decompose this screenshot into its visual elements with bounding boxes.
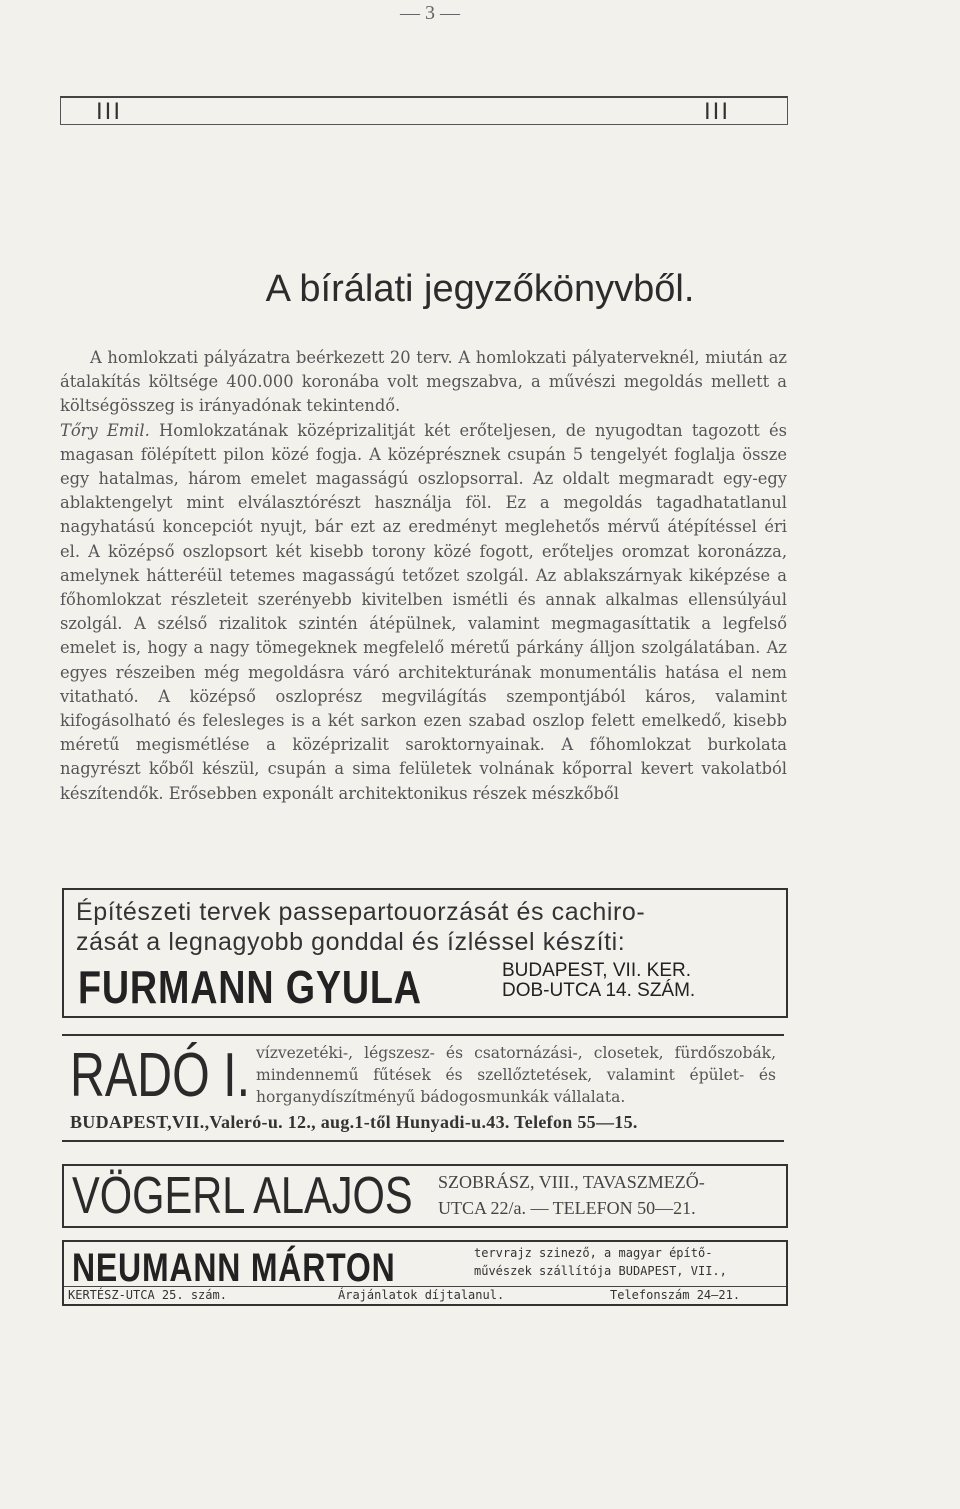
ad-neumann-footer: [64, 1286, 786, 1302]
ad-neumann-name: NEUMANN MÁRTON: [72, 1246, 396, 1290]
article-body: [60, 346, 787, 806]
ornament-right: III: [704, 98, 731, 125]
header-ornament-frame: [60, 96, 788, 125]
page-number: — 3 —: [400, 2, 460, 24]
ad-vogerl-line1: SZOBRÁSZ, VIII., TAVASZMEZŐ-: [438, 1172, 705, 1192]
ad-neumann-address: KERTÉSZ-UTCA 25. szám.: [68, 1288, 227, 1302]
ad-furmann-address-street: DOB-UTCA 14. SZÁM.: [502, 980, 696, 1001]
ad-furmann-address-city: BUDAPEST, VII. KER.: [502, 960, 691, 981]
ad-rado-name: RADÓ I.: [70, 1041, 251, 1110]
ad-furmann-name: FURMANN GYULA: [78, 961, 422, 1013]
ad-neumann-phone: Telefonszám 24—21.: [610, 1288, 741, 1302]
ad-neumann-line2: művészek szállítója BUDAPEST, VII.,: [474, 1264, 727, 1278]
critique-paragraph: Homlokzatának középrizalitját két erőteljesen, de nyugodtan tagozott és magasan fölépített pilon közé fogja. A középrésznek csupán 5 tengelyét foglalja össze egy hatalmas, három emelet magasságú oszlopsorral. Az oldalt megmaradt egy-egy ablaktengelyt mint elválasztórészt használja föl. Ez a megoldás tagadhatatlanul nagyhatású koncepciót nyujt, bár ezt az eredményt meglehetős mérvű átépítéssel éri el. A középső oszlopsort két kisebb torony közé fogott, erőteljes oromzat koronázza, amelynek hátteréül tetemes magasságú tetőzet szolgál. Az ablakszárnyak kiképzése a főhomlokzat részleteit szerényebb kivitelben ismétli és annak alkalmas ellensúlyául szolgál. A szélső rizalitok szintén átépülnek, valamint megmagasíttatik a legfelső emelet is, hogy a nagy tömegeknek megfelelő méretű párkány álljon szolgálatában. Az egyes részeiben még megoldásra váró architekturának monumentális hatása el nem vitatható. A középső oszloprész megvilágítás szempontjából káros, valamint kifogásolható és felesleges is a két sarkon ezen szabad oszlop felett emelkedő, kisebb méretű megismétlése a középrizalit saroktornyainak. A főhomlokzat burkolata nagyrészt kőből készül, csupán a sima felületek volnának kőporral kevert vakolatból készítendők. Erősebben exponált architektonikus részek mészkőből: [60, 420, 787, 803]
author-name: Tőry Emil.: [60, 420, 150, 440]
ad-furmann: [62, 888, 788, 1018]
ad-rado-address: BUDAPEST,VII.,Valeró-u. 12., aug.1-től Hunyadi-u.43. Telefon 55—15.: [70, 1112, 638, 1132]
ornament-left: III: [96, 98, 123, 125]
intro-paragraph: A homlokzati pályázatra beérkezett 20 terv. A homlokzati pályaterveknél, miután az átalakítás költsége 400.000 koronába volt megszabva, a művészi megoldás mellett a költségösszeg is irányadónak tekintendő.: [60, 348, 787, 416]
ad-rado-description: vízvezetéki-, légszesz- és csatornázási-, closetek, fürdőszobák, mindennemű fűtések és szellőztetések, valamint épület- és horganydíszítményű bádogosmunkák vállalata.: [256, 1044, 776, 1106]
ad-furmann-line2: zását a legnagyobb gonddal és ízléssel készíti:: [76, 928, 626, 956]
ad-vogerl-line2: UTCA 22/a. — TELEFON 50—21.: [438, 1198, 696, 1218]
ad-vogerl-name: VÖGERL ALAJOS: [72, 1167, 413, 1225]
article-title: A bírálati jegyzőkönyvből.: [265, 268, 695, 310]
ad-vogerl: [62, 1164, 788, 1228]
ad-rado: [62, 1034, 784, 1142]
ad-neumann-offer: Árajánlatok díjtalanul.: [338, 1288, 505, 1302]
ad-neumann-line1: tervrajz szinező, a magyar építő-: [474, 1246, 713, 1260]
ad-furmann-line1: Építészeti tervek passepartouorzását és cachiro-: [76, 898, 646, 926]
ad-neumann: [62, 1240, 788, 1306]
